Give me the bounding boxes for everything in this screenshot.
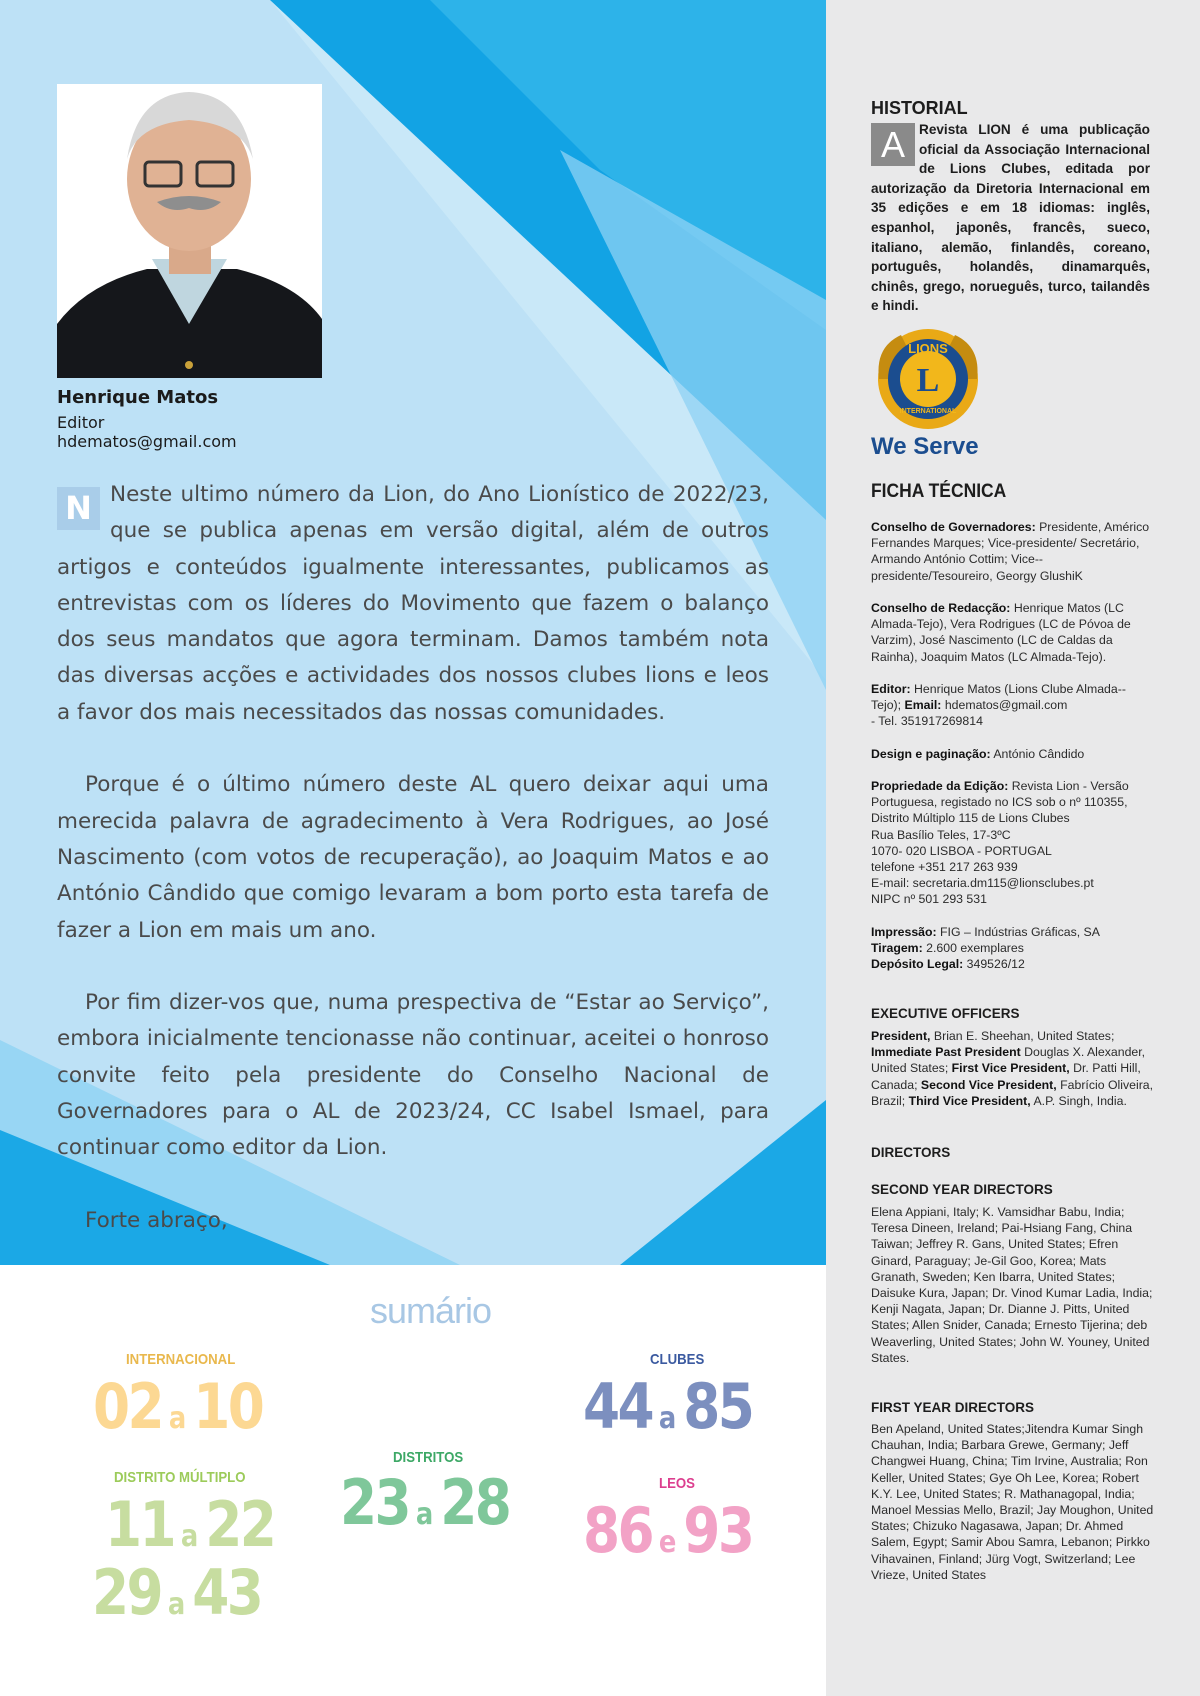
first-year-directors-text: Ben Apeland, United States;Jitendra Kumar Singh Chauhan, India; Barbara Grewe, Germany; Jeff Changwei Huang, China; Tim Irvine, Australia; Ron Keller, United States; Gye Oh Lee, Korea; Robert K.Y. Lee, United States; R. Mathanagopal, India; Manoel Messias Mello, Brazil; Jay Moughon, United States; Chizuko Nagasawa, Japan; Dr. Ahmed Salem, Egypt; Samir Abou Samra, Lebanon; Pirkko Vihavainen, Finland; Jürg Vogt, Switzerland; Lee Vrieze, United States <box>871 1422 1154 1582</box>
historial-drop-cap: A <box>871 123 915 166</box>
section-label-distritos: DISTRITOS <box>393 1449 464 1466</box>
lions-logo <box>871 327 985 438</box>
ficha-tecnica-title: FICHA TÉCNICA <box>871 481 1007 502</box>
first-year-directors-title: FIRST YEAR DIRECTORS <box>871 1400 1035 1415</box>
section-range-internacional: 02 a 10 <box>93 1370 263 1443</box>
editor-role: Editor <box>57 413 105 432</box>
editor-email: hdematos@gmail.com <box>57 432 237 451</box>
lions-emblem-icon <box>878 329 978 429</box>
sumario-title: sumário <box>370 1290 492 1331</box>
drop-cap: N <box>57 487 100 530</box>
executive-officers-title: EXECUTIVE OFFICERS <box>871 1006 1020 1021</box>
editorial-paragraph-1: N Neste ultimo número da Lion, do Ano Lionístico de 2022/23, que se publica apenas em versão digital, além de outros artigos e conteúdos igualmente interessantes, publicamos as entrevistas com os líderes do Movimento que fazem o balanço dos seus mandatos que agora terminam. Damos também nota das diversas acções e actividades dos nossos clubes lions e leos a favor dos mais necessitados das nossas comunidades. <box>57 482 769 725</box>
svg-text:L: L <box>916 362 940 399</box>
svg-text:LIONS: LIONS <box>908 341 948 356</box>
we-serve-slogan: We Serve <box>871 433 979 460</box>
editorial-closing: Forte abraço, <box>85 1207 228 1233</box>
svg-text:INTERNATIONAL: INTERNATIONAL <box>899 408 957 415</box>
editor-photo <box>57 84 322 378</box>
editorial-paragraph-3: Por fim dizer-vos que, numa prespectiva de “Estar ao Serviço”, embora inicialmente tencionasse não continuar, aceitei o honroso convite feito pela presidente do Conselho Nacional de Governadores para o AL de 2023/24, CC Isabel Ismael, para continuar como editor da Lion. <box>57 990 769 1161</box>
historial-text: Revista LION é uma publicação oficial da Associação Internacional de Lions Clubes, editada por autorização da Diretoria Internacional em 35 edições e em 18 idiomas: inglês, espanhol, japonês, francês, sueco, italiano, alemão, finlandês, coreano, português, holandês, dinamarquês, chinês, grego, norueguês, turco, tailandês e hindi. <box>871 122 1150 314</box>
section-range-leos: 86 e 93 <box>583 1494 753 1567</box>
executive-officers-text: President, Brian E. Sheehan, United States; Immediate Past President Douglas X. Alexander, United States; First Vice President, Dr. Patti Hill, Canada; Second Vice President, Fabrício Oliveira, Brazil; Third Vice President, A.P. Singh, India. <box>871 1029 1154 1108</box>
historial-title: HISTORIAL <box>871 98 968 118</box>
editorial-paragraph-2: Porque é o último número deste AL quero deixar aqui uma merecida palavra de agradecimento à Vera Rodrigues, ao José Nascimento (com votos de recuperação), ao Joaquim Matos e ao António Cândido que comigo levaram a bom porto esta tarefa de fazer a Lion em mais um ano. <box>57 772 769 943</box>
directors-title: DIRECTORS <box>871 1145 951 1160</box>
section-range-clubes: 44 a 85 <box>583 1370 753 1443</box>
conselho-redaccao: Conselho de Redacção: Henrique Matos (LC Almada-Tejo), Vera Rodrigues (LC de Póvoa de Varzim), José Nascimento (LC de Caldas da Rainha), Joaquim Matos (LC Almada-Tejo). <box>871 601 1131 664</box>
editorial-text <box>57 477 769 1239</box>
section-label-clubes: CLUBES <box>650 1351 705 1368</box>
section-label-leos: LEOS <box>659 1475 695 1492</box>
section-range-distrito-multiplo-2: 29 a 43 <box>92 1556 262 1629</box>
editor-info: Editor: Henrique Matos (Lions Clube Almada--Tejo); Email: hdematos@gmail.com - Tel. 351917269814 <box>871 682 1126 729</box>
design-info: Design e paginação: António Cândido <box>871 747 1085 761</box>
second-year-directors-title: SECOND YEAR DIRECTORS <box>871 1182 1053 1197</box>
section-label-distrito-multiplo: DISTRITO MÚLTIPLO <box>114 1469 246 1486</box>
section-range-distrito-multiplo-1: 11 a 22 <box>105 1488 275 1561</box>
editor-name: Henrique Matos <box>57 387 219 408</box>
conselho-governadores: Conselho de Governadores: Presidente, Américo Fernandes Marques; Vice-presidente/ Secretário, Armando António Cottim; Vice--presidente/Tesoureiro, Georgy GlushiK <box>871 520 1150 583</box>
section-range-distritos: 23 a 28 <box>340 1466 510 1539</box>
second-year-directors-text: Elena Appiani, Italy; K. Vamsidhar Babu, India; Teresa Dineen, Ireland; Pai-Hsiang Fang, China Taiwan; Jeffrey R. Gans, United States; Efren Ginard, Paraguay; Je-Gil Goo, Korea; Mats Granath, Sweden; Ken Ibarra, United States; Daisuke Kura, Japan; Dr. Vinod Kumar Ladia, India; Kenji Nagata, Japan; Dr. Dianne J. Pitts, United States; Allen Snider, Canada; Ernesto Tijerina; deb Weaverling, United States; John W. Youney, United States. <box>871 1205 1153 1365</box>
propriedade-info: Propriedade da Edição: Revista Lion - Versão Portuguesa, registado no ICS sob o nº 110355, Distrito Múltiplo 115 de Lions Clubes Rua Basílio Teles, 17-3ºC 1070- 020 LISBOA - PORTUGAL telefone +351 217 263 939 E-mail: secretaria.dm115@lionsclubes.pt NIPC nº 501 293 531 <box>871 779 1129 907</box>
section-label-internacional: INTERNACIONAL <box>126 1351 236 1368</box>
portrait-image <box>57 84 322 378</box>
impressao-info: Impressão: FIG – Indústrias Gráficas, SA Tiragem: 2.600 exemplares Depósito Legal: 349526/12 <box>871 925 1100 972</box>
